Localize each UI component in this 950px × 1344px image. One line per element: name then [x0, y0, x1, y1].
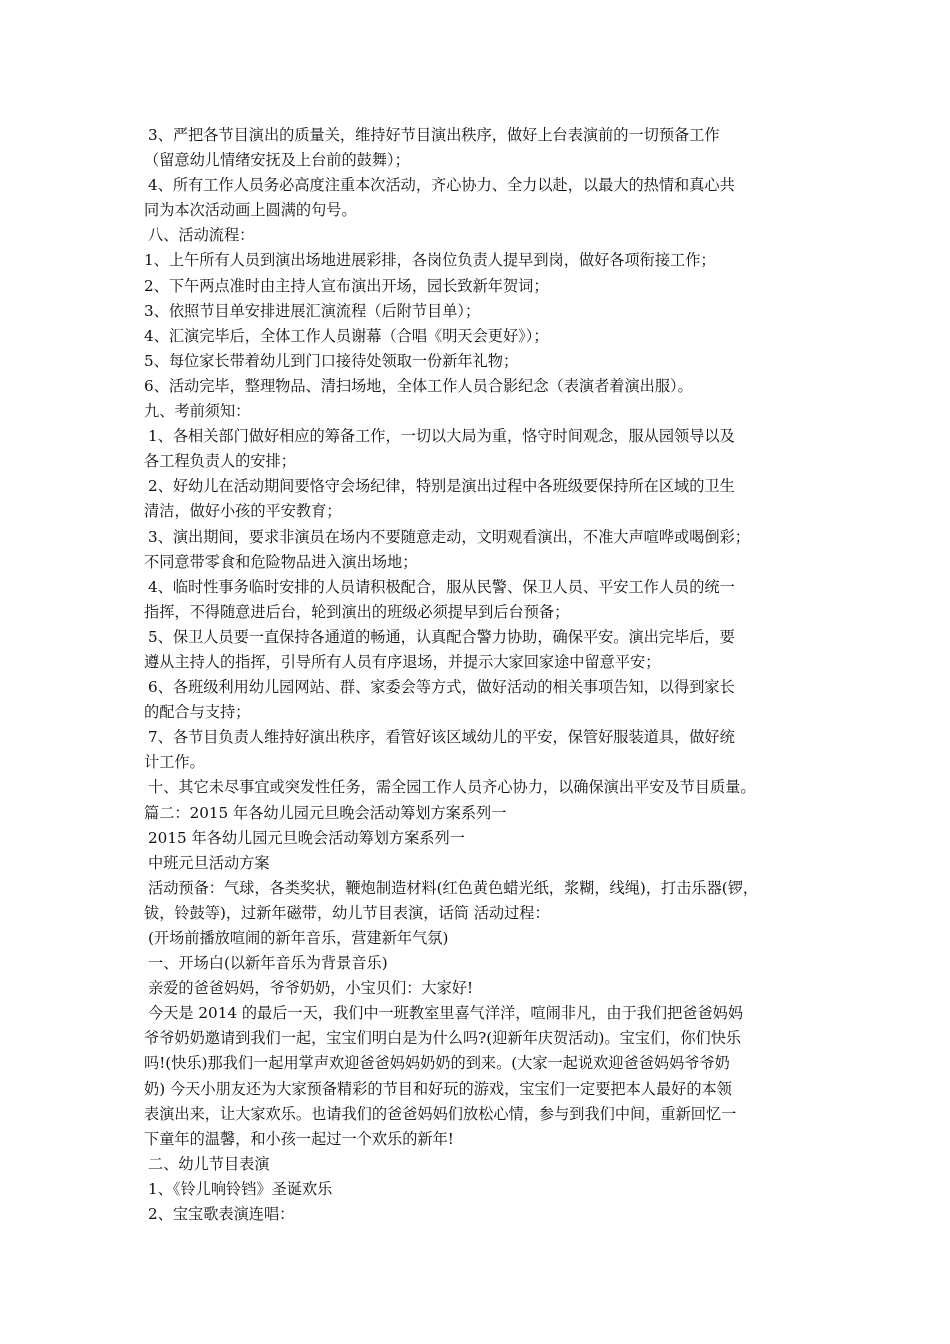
text-line: 3、演出期间，要求非演员在场内不要随意走动，文明观看演出，不准大声喧哗或喝倒彩； [148, 527, 750, 546]
text-line: 篇二：2015 年各幼儿园元旦晚会活动筹划方案系列一 [144, 803, 507, 822]
text-line: 指挥，不得随意进后台，轮到演出的班级必须提早到后台预备； [144, 602, 570, 621]
text-line: 的配合与支持； [144, 703, 251, 722]
text-line: 2、好幼儿在活动期间要恪守会场纪律，特别是演出过程中各班级要保持所在区域的卫生 [148, 477, 735, 496]
text-line: 钹，铃鼓等)，过新年磁带，幼儿节目表演，话筒 活动过程： [144, 903, 550, 922]
text-line: 九、考前须知： [144, 402, 251, 421]
text-line: 奶) 今天小朋友还为大家预备精彩的节目和好玩的游戏，宝宝们一定要把本人最好的本领 [144, 1079, 732, 1098]
text-line: 2、宝宝歌表演连唱： [148, 1205, 295, 1224]
text-line: 计工作。 [144, 753, 205, 772]
text-line: 遵从主持人的指挥，引导所有人员有序退场，并提示大家回家途中留意平安； [144, 652, 661, 671]
text-line: 同为本次活动画上圆满的句号。 [144, 201, 357, 220]
text-line: 下童年的温馨，和小孩一起过一个欢乐的新年! [144, 1129, 454, 1148]
text-line: 二、幼儿节目表演 [148, 1154, 270, 1173]
text-line: 5、每位家长带着幼儿到门口接待处领取一份新年礼物； [144, 351, 519, 370]
text-line: 6、活动完毕，整理物品、清扫场地，全体工作人员合影纪念（表演者着演出服）。 [144, 376, 693, 395]
text-line: 4、汇演完毕后，全体工作人员谢幕（合唱《明天会更好》）； [144, 326, 549, 345]
text-line: 八、活动流程： [148, 226, 255, 245]
text-line: 十、其它未尽事宜或突发性任务，需全园工作人员齐心协力，以确保演出平安及节目质量。 [148, 778, 756, 797]
text-line: 今天是 2014 的最后一天，我们中一班教室里喜气洋洋，喧闹非凡，由于我们把爸爸妈妈 [148, 1004, 744, 1023]
text-line: 各工程负责人的安排； [144, 452, 296, 471]
text-line: 一、开场白(以新年音乐为背景音乐) [148, 954, 388, 973]
text-line: 4、临时性事务临时安排的人员请积极配合，服从民警、保卫人员、平安工作人员的统一 [148, 577, 735, 596]
text-line: 表演出来，让大家欢乐。也请我们的爸爸妈妈们放松心情，参与到我们中间，重新回忆一 [144, 1104, 737, 1123]
text-line: 2、下午两点准时由主持人宣布演出开场，园长致新年贺词； [144, 276, 549, 295]
text-line: (开场前播放喧闹的新年音乐，营建新年气氛) [148, 929, 449, 947]
text-line: 吗!(快乐)那我们一起用掌声欢迎爸爸妈妈奶奶的到来。(大家一起说欢迎爸爸妈妈爷爷奶 [144, 1054, 730, 1073]
text-line: 2015 年各幼儿园元旦晚会活动筹划方案系列一 [148, 828, 465, 847]
text-line: 7、各节目负责人维持好演出秩序，看管好该区域幼儿的平安，保管好服装道具，做好统 [148, 728, 735, 747]
document-body [144, 123, 824, 1227]
text-line: 1、《铃儿响铃铛》圣诞欢乐 [148, 1179, 333, 1198]
text-line: 3、严把各节目演出的质量关，维持好节目演出秩序，做好上台表演前的一切预备工作 [148, 126, 720, 144]
text-line: 3、依照节目单安排进展汇演流程（后附节目单）； [144, 301, 481, 320]
text-line: 清洁，做好小孩的平安教育； [144, 502, 342, 521]
text-line: 1、上午所有人员到演出场地进展彩排，各岗位负责人提早到岗，做好各项衔接工作； [144, 251, 716, 270]
text-line: 1、各相关部门做好相应的筹备工作，一切以大局为重，恪守时间观念，服从园领导以及 [148, 427, 735, 446]
text-line: 6、各班级利用幼儿园网站、群、家委会等方式，做好活动的相关事项告知，以得到家长 [148, 678, 735, 697]
text-line: 活动预备：气球，各类奖状，鞭炮制造材料(红色黄色蜡光纸，浆糊，线绳)，打击乐器(锣， [148, 878, 759, 897]
text-line: 5、保卫人员要一直保持各通道的畅通，认真配合警力协助，确保平安。演出完毕后，要 [148, 627, 735, 646]
text-line: 中班元旦活动方案 [148, 853, 270, 872]
text-line: （留意幼儿情绪安抚及上台前的鼓舞）； [144, 151, 410, 170]
text-line: 爷爷奶奶邀请到我们一起，宝宝们明白是为什么吗?(迎新年庆贺活动)。宝宝们，你们快乐 [144, 1029, 742, 1048]
text-line: 亲爱的爸爸妈妈，爷爷奶奶，小宝贝们：大家好! [148, 979, 474, 998]
text-line: 4、所有工作人员务必高度注重本次活动，齐心协力、全力以赴，以最大的热情和真心共 [148, 176, 735, 195]
text-line: 不同意带零食和危险物品进入演出场地； [144, 552, 418, 571]
